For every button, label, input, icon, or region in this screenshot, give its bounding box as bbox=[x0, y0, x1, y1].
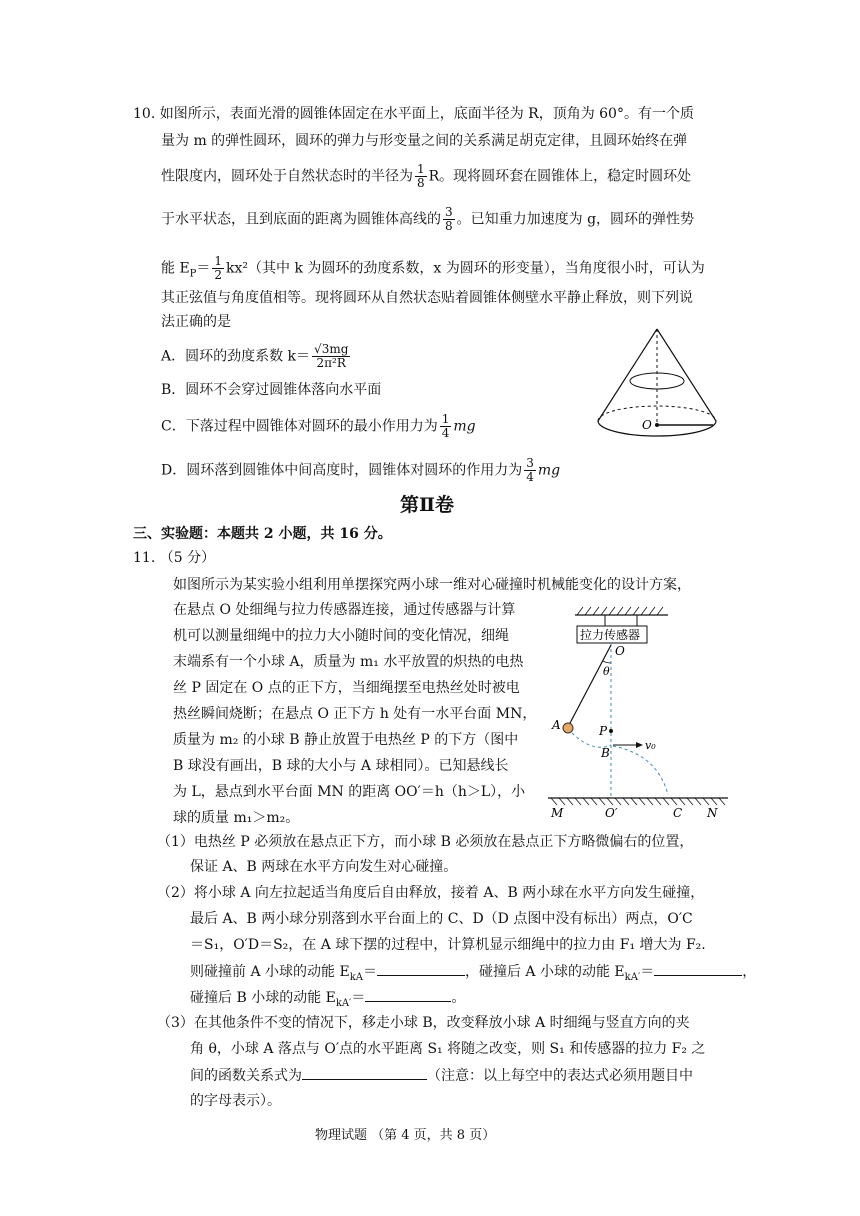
q11-part1: 保证 A、B 两球在水平方向发生对心碰撞。 bbox=[190, 859, 458, 875]
q11-para: B 球没有画出，B 球的大小与 A 球相同）。已知悬线长 bbox=[173, 758, 509, 774]
q11-para: 丝 P 固定在 O 点的正下方，当细绳摆至电热丝处时被电 bbox=[173, 680, 520, 696]
q10-line6: 其正弦值与角度值相等。现将圆环从自然状态贴着圆锥体侧壁水平静止释放，则下列说 bbox=[161, 290, 693, 306]
label-n: N bbox=[707, 806, 718, 820]
cone-o-label: O bbox=[642, 418, 652, 432]
q11-para: 末端系有一个小球 A，质量为 m₁ 水平放置的炽热的电热 bbox=[173, 654, 524, 670]
q11-part3: 的字母表示）。 bbox=[190, 1093, 281, 1109]
label-o-prime: O′ bbox=[605, 806, 618, 820]
label-c: C bbox=[673, 806, 683, 820]
answer-blank[interactable] bbox=[302, 1065, 427, 1080]
q11-para: 机可以测量细绳中的拉力大小随时间的变化情况，细绳 bbox=[173, 628, 509, 644]
q10-option-d: D．圆环落到圆锥体中间高度时，圆锥体对圆环的作用力为 $\frac{3}{4}$ mg bbox=[161, 456, 561, 484]
q11-part2: ＝S₁，O′D＝S₂，在 A 球下摆的过程中，计算机显示细绳中的拉力由 F₁ 增大为 F₂. bbox=[190, 937, 706, 953]
q11-para: 为 L，悬点到水平台面 MN 的距离 OO′＝h（h＞L），小 bbox=[173, 784, 526, 800]
label-theta: θ bbox=[603, 665, 610, 678]
q10-line3: 性限度内，圆环处于自然状态时的半径为 $\frac{1}{8}$ R。现将圆环套在圆锥体上，稳定时圆环处 bbox=[161, 162, 692, 190]
q11-para: 如图所示为某实验小组利用单摆探究两小球一维对心碰撞时机械能变化的设计方案， bbox=[173, 577, 691, 593]
label-a: A bbox=[552, 718, 561, 732]
q11-part3: 角 θ，小球 A 落点与 O′点的水平距离 S₁ 将随之改变，则 S₁ 和传感器的拉力 F₂ 之 bbox=[190, 1041, 706, 1057]
q10-line5: 能 $E_P=$ $\frac{1}{2}$ kx²（其中 k 为圆环的劲度系数，x 为圆环的形变量），当角度很小时，可认为 bbox=[161, 254, 705, 282]
label-p: P bbox=[599, 724, 608, 738]
label-o: O bbox=[615, 644, 625, 658]
q11-para: 球的质量 m₁＞m₂。 bbox=[173, 810, 300, 826]
q11-heading: 11. （5 分） bbox=[133, 550, 216, 566]
sensor-label: 拉力传感器 bbox=[580, 628, 641, 642]
answer-blank[interactable] bbox=[654, 961, 742, 976]
label-b: B bbox=[601, 746, 610, 760]
q11-part3: 间的函数关系式为 （注意：以上每空中的表达式必须用题目中 bbox=[190, 1065, 693, 1086]
page-footer: 物理试题 （第 4 页，共 8 页） bbox=[315, 1128, 496, 1143]
q10-line7: 法正确的是 bbox=[161, 314, 231, 330]
q11-para: 质量为 m₂ 的小球 B 静止放置于电热丝 P 的下方（图中 bbox=[173, 732, 519, 748]
q10-line2: 量为 m 的弹性圆环，圆环的弹力与形变量之间的关系满足胡克定律，且圆环始终在弹 bbox=[161, 133, 688, 149]
q10-line1: 10. 如图所示，表面光滑的圆锥体固定在水平面上，底面半径为 R，顶角为 60°。有一个质 bbox=[133, 106, 694, 122]
q10-option-a: A．圆环的劲度系数 k＝ $\frac{√3mg}{\text{2π²R}}$ bbox=[161, 342, 349, 370]
q10-option-c: C．下落过程中圆锥体对圆环的最小作用力为 $\frac{1}{4}$ mg bbox=[161, 412, 476, 440]
q10-option-b: B．圆环不会穿过圆锥体落向水平面 bbox=[161, 382, 382, 398]
cone-figure bbox=[595, 325, 720, 450]
q11-para: 在悬点 O 处细绳与拉力传感器连接，通过传感器与计算 bbox=[173, 602, 516, 618]
label-v0: v₀ bbox=[645, 739, 656, 752]
label-m: M bbox=[551, 806, 564, 820]
section-three-heading: 三、实验题：本题共 2 小题，共 16 分。 bbox=[133, 526, 392, 542]
q11-part2: （2）将小球 A 向左拉起适当角度后自由释放，接着 A、B 两小球在水平方向发生碰撞， bbox=[157, 885, 705, 901]
q11-part2-blanks: 则碰撞前 A 小球的动能 $E_{kA}=$ ，碰撞后 A 小球的动能 $E_{kA'}=$ ， bbox=[190, 961, 756, 988]
answer-blank[interactable] bbox=[377, 961, 465, 976]
q10-line4: 于水平状态，且到底面的距离为圆锥体高线的 $\frac{3}{8}$ 。已知重力加速度为 g，圆环的弹性势 bbox=[161, 205, 695, 233]
q11-part3: （3）在其他条件不变的情况下，移走小球 B，改变释放小球 A 时细绳与竖直方向的夹 bbox=[157, 1015, 690, 1031]
q11-part2: 最后 A、B 两小球分别落到水平台面上的 C、D（D 点图中没有标出）两点，O′C bbox=[190, 911, 693, 927]
ball-a bbox=[563, 723, 573, 733]
q11-para: 热丝瞬间烧断；在悬点 O 正下方 h 处有一水平台面 MN， bbox=[173, 706, 537, 722]
answer-blank[interactable] bbox=[365, 987, 451, 1002]
q11-part1: （1）电热丝 P 必须放在悬点正下方，而小球 B 必须放在悬点正下方略微偏右的位置， bbox=[157, 834, 694, 850]
pendulum-figure bbox=[543, 605, 733, 820]
q11-part2-blanks: 碰撞后 B 小球的动能 $E_{kA'}=$ 。 bbox=[190, 987, 465, 1014]
part-two-title: 第Ⅱ卷 bbox=[400, 494, 455, 516]
